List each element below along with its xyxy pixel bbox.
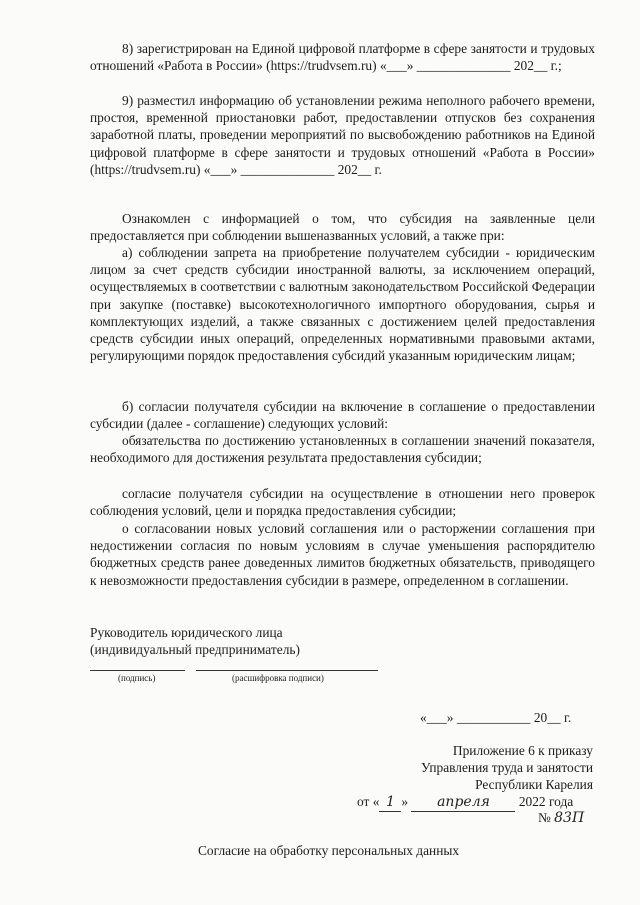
intro-paragraph: Ознакомлен с информацией о том, что субсидия на заявленные цели предоставляется при соблюдении вышеназванных условий, а также при: bbox=[90, 211, 595, 244]
signer-title: Руководитель юридического лица bbox=[90, 625, 283, 640]
condition-b: б) согласии получателя субсидии на включение в соглашение о предоставлении субсидии (далее - соглашение) следующих условий: bbox=[90, 399, 595, 432]
signature-line bbox=[90, 670, 185, 671]
signature-caption: (подпись) bbox=[118, 673, 156, 683]
signer-subtitle: (индивидуальный предприниматель) bbox=[90, 642, 300, 657]
appendix-line-1: Приложение 6 к приказу bbox=[452, 743, 593, 758]
appendix-number: № 83П bbox=[538, 810, 585, 826]
next-section-title: Согласие на обработку персональных данных bbox=[198, 843, 460, 858]
date-line: «___» ___________ 20__ г. bbox=[420, 710, 572, 725]
appendix-line-3: Республики Карелия bbox=[475, 777, 593, 792]
item-9: 9) разместил информацию об установлении режима неполного рабочего времени, простоя, временной приостановки работ, предоставлении отпусков без сохранения заработной платы, проведении мероприятий по высвобождению работников на Единой цифровой платформе в сфере занятости и трудовых отношений «Работа в России» (https://trudvsem.ru) «___» ______________ 202__ г. bbox=[90, 93, 595, 177]
handwritten-day: 1 bbox=[385, 794, 395, 810]
decode-line bbox=[196, 670, 378, 671]
condition-a: а) соблюдении запрета на приобретение получателем субсидии - юридическим лицом за счет средств субсидии иностранной валюты, за исключением операций, осуществляемых в соответствии с валютным законодательством Российской Федерации при закупке (поставке) высокотехнологичного импортного оборудования, сырья и комплектующих изделий, а также связанных с достижением целей предоставления средств субсидии иных операций, определенных нормативными правовыми актами, регулирующими порядок предоставления субсидий указанным юридическим лицам; bbox=[90, 245, 595, 364]
decode-caption: (расшифровка подписи) bbox=[232, 673, 324, 683]
appendix-line-2: Управления труда и занятости bbox=[421, 760, 593, 775]
handwritten-month: апреля bbox=[437, 794, 490, 810]
item-8: 8) зарегистрирован на Единой цифровой платформе в сфере занятости и трудовых отношений «Работа в России» (https://trudvsem.ru) «___» ______________ 202__ г.; bbox=[90, 41, 595, 74]
obligation-paragraph: обязательства по достижению установленных в соглашении значений показателя, необходимого для достижения результата предоставления субсидии; bbox=[90, 433, 595, 466]
handwritten-number: 83П bbox=[554, 810, 585, 826]
appendix-date: от « 1 » апреля 2022 года bbox=[357, 794, 574, 810]
new-terms-paragraph: о согласовании новых условий соглашения или о расторжении соглашения при недостижении согласия по новым условиям в случае уменьшения распорядителю бюджетных средств ранее доведенных лимитов бюджетных обязательств, приводящего к невозможности предоставления субсидии в размере, определенном в соглашении. bbox=[90, 521, 595, 588]
consent-paragraph: согласие получателя субсидии на осуществление в отношении него проверок соблюдения условий, цели и порядка предоставления субсидии; bbox=[90, 486, 595, 519]
